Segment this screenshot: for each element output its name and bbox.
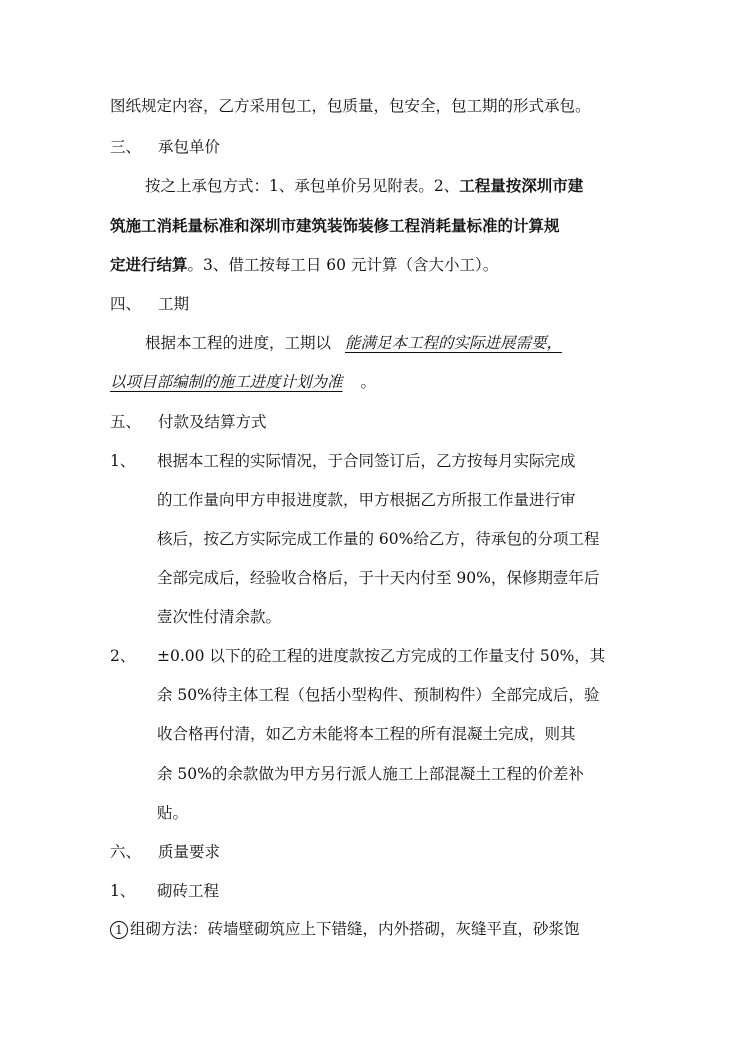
filled-blank: 以项目部编制的施工进度计划为准 bbox=[110, 373, 343, 391]
section-number: 四、 bbox=[110, 295, 142, 313]
section-title: 工期 bbox=[158, 295, 190, 313]
list-item-number: 1、 bbox=[110, 452, 136, 470]
section-heading bbox=[110, 842, 630, 862]
section-title: 付款及结算方式 bbox=[158, 413, 267, 431]
list-item-line: 核后，按乙方实际完成工作量的 60%给乙方，待承包的分项工程 bbox=[157, 530, 600, 548]
text-span: 根据本工程的进度，工期以 bbox=[145, 334, 332, 352]
list-item-line: 根据本工程的实际情况，于合同签订后，乙方按每月实际完成 bbox=[157, 452, 576, 470]
list-item-line: 全部完成后，经验收合格后，于十天内付至 90%，保修期壹年后 bbox=[157, 569, 600, 587]
paragraph-line bbox=[145, 333, 562, 353]
text-span: 按之上承包方式：1、承包单价另见附表。2、 bbox=[145, 177, 460, 195]
bold-text: 工程量按深圳市建 bbox=[459, 176, 584, 195]
circled-number: 1 bbox=[110, 921, 128, 939]
paragraph-line bbox=[110, 216, 560, 236]
subsection-title: 砌砖工程 bbox=[157, 882, 220, 900]
section-title: 承包单价 bbox=[158, 138, 221, 156]
list-item-line: 收合格再付清，如乙方未能将本工程的所有混凝土完成，则其 bbox=[157, 725, 576, 743]
section-number: 三、 bbox=[110, 138, 142, 156]
paragraph-line: 图纸规定内容，乙方采用包工，包质量，包安全，包工期的形式承包。 bbox=[110, 97, 591, 115]
list-item-line bbox=[110, 919, 580, 939]
section-heading bbox=[110, 294, 630, 314]
list-item-line: 贴。 bbox=[157, 804, 189, 822]
bold-text: 定进行结算 bbox=[110, 255, 188, 274]
paragraph-line bbox=[145, 176, 583, 196]
list-item-line: 余 50%的余款做为甲方另行派人施工上部混凝土工程的价差补 bbox=[157, 765, 584, 783]
list-item-line: ±0.00 以下的砼工程的进度款按乙方完成的工作量支付 50%，其 bbox=[157, 647, 606, 665]
section-number: 六、 bbox=[110, 843, 142, 861]
filled-blank: 能满足本工程的实际进展需要， bbox=[345, 334, 563, 352]
paragraph-line bbox=[110, 255, 498, 275]
list-item-number: 2、 bbox=[110, 647, 136, 665]
section-heading bbox=[110, 412, 630, 432]
paragraph-line bbox=[110, 372, 376, 392]
list-item-line: 的工作量向甲方申报进度款，甲方根据乙方所报工作量进行审 bbox=[157, 491, 576, 509]
text-span: 。 bbox=[360, 373, 377, 391]
text-span: 。3、借工按每工日 60 元计算（含大小工）。 bbox=[187, 256, 499, 274]
list-item-line: 壹次性付清余款。 bbox=[157, 608, 282, 626]
section-heading bbox=[110, 137, 630, 157]
section-title: 质量要求 bbox=[158, 843, 221, 861]
bold-text: 筑施工消耗量标准和深圳市建筑装饰装修工程消耗量标准的计算规 bbox=[110, 216, 560, 235]
text-span: 组砌方法：砖墙壁砌筑应上下错缝，内外搭砌，灰缝平直，砂浆饱 bbox=[130, 920, 580, 938]
list-item-line: 余 50%待主体工程（包括小型构件、预制构件）全部完成后，验 bbox=[157, 686, 600, 704]
list-item-number: 1、 bbox=[110, 882, 136, 900]
section-number: 五、 bbox=[110, 413, 142, 431]
